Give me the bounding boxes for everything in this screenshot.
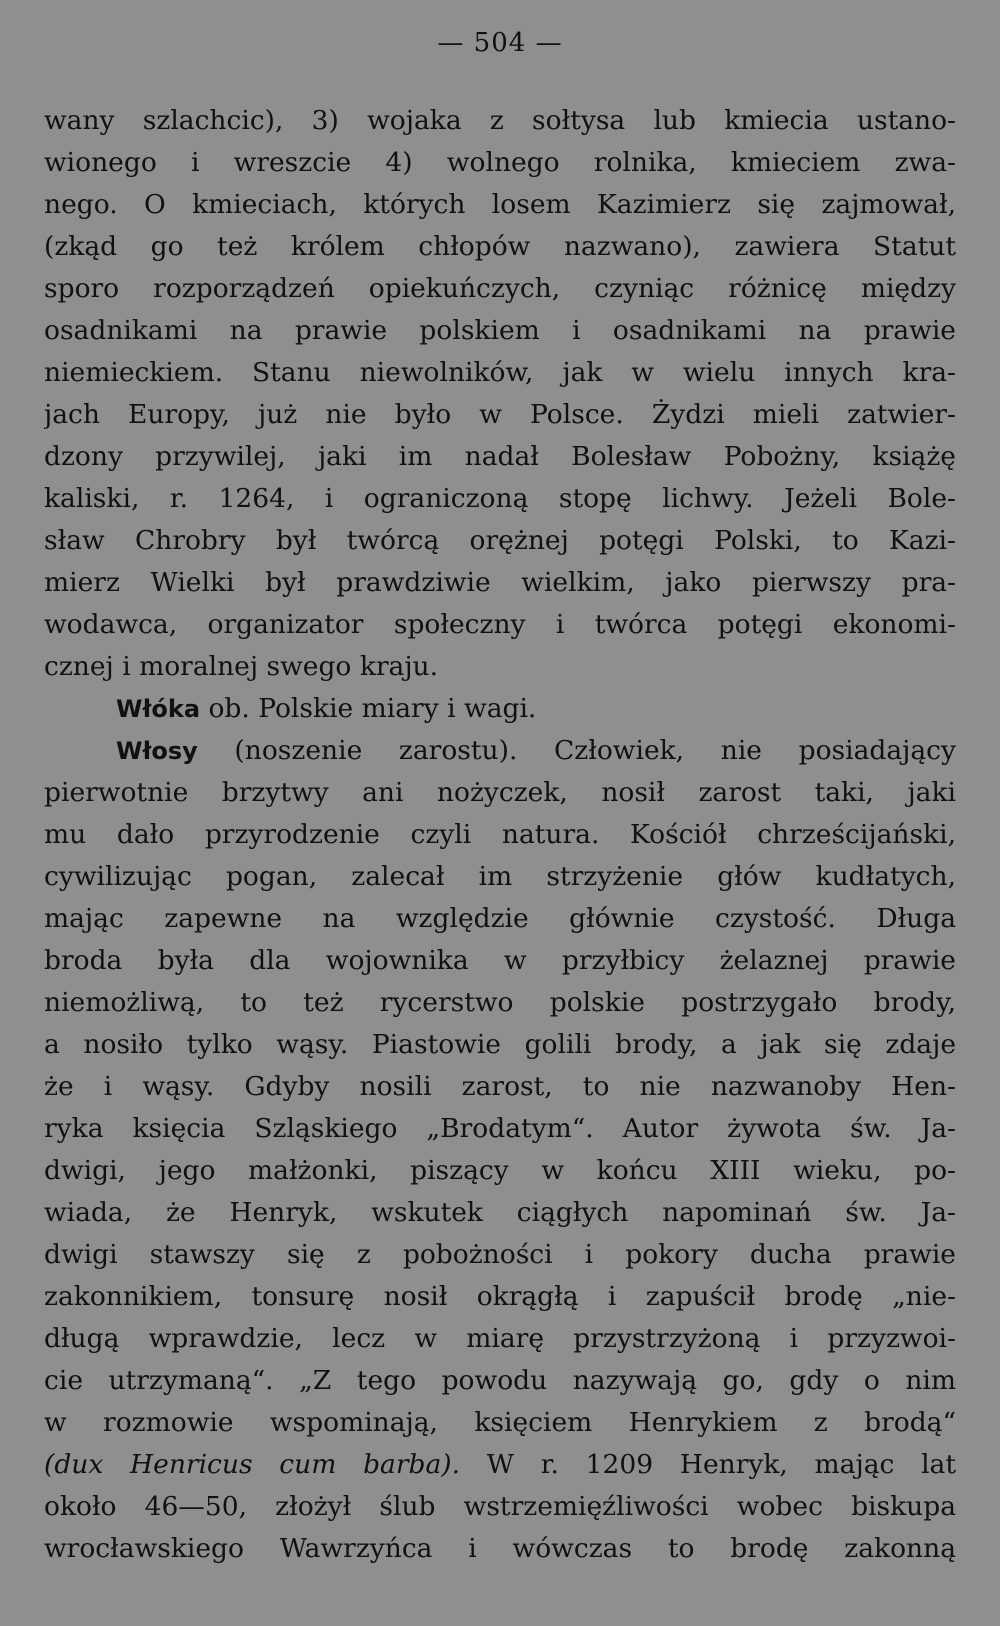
text-line: mu dało przyrodzenie czyli natura. Kościół chrześcijański, (44, 819, 956, 850)
text-line: sław Chrobry był twórcą orężnej potęgi Polski, to Kazi- (44, 525, 956, 556)
text-line: że i wąsy. Gdyby nosili zarost, to nie nazwanoby Hen- (44, 1071, 956, 1102)
text-line: w rozmowie wspominają, księciem Henrykiem z brodą“ (44, 1407, 956, 1438)
entry-wloka-text: ob. Polskie miary i wagi. (200, 693, 537, 724)
page-number: — 504 — (437, 28, 563, 58)
entry-wlosy-first-line (44, 730, 956, 772)
headword-wloka: Włóka (116, 695, 201, 723)
latin-phrase: (dux Henricus cum barba). (44, 1449, 461, 1480)
text-line: około 46—50, złożył ślub wstrzemięźliwości wobec biskupa (44, 1491, 956, 1522)
text-line: mierz Wielki był prawdziwie wielkim, jako pierwszy pra- (44, 567, 956, 598)
text-line: cznej i moralnej swego kraju. (44, 651, 439, 682)
text-line: dwigi, jego małżonki, piszący w końcu XIII wieku, po- (44, 1155, 956, 1186)
text-line: wiada, że Henryk, wskutek ciągłych napominań św. Ja- (44, 1197, 956, 1228)
text-line: długą wprawdzie, lecz w miarę przystrzyżoną i przyzwoi- (44, 1323, 956, 1354)
text-line: zakonnikiem, tonsurę nosił okrągłą i zapuścił brodę „nie- (44, 1281, 956, 1312)
text-line: dzony przywilej, jaki im nadał Bolesław Pobożny, książę (44, 441, 956, 472)
text-line: cywilizując pogan, zalecał im strzyżenie głów kudłatych, (44, 861, 956, 892)
text-line: kaliski, r. 1264, i ograniczoną stopę lichwy. Jeżeli Bole- (44, 483, 956, 514)
text-line: wany szlachcic), 3) wojaka z sołtysa lub kmiecia ustano- (44, 105, 956, 136)
text-line: pierwotnie brzytwy ani nożyczek, nosił zarost taki, jaki (44, 777, 956, 808)
after-latin-text: W r. 1209 Henryk, mając lat (460, 1449, 956, 1480)
text-line: niemożliwą, to też rycerstwo polskie postrzygało brody, (44, 987, 956, 1018)
text-line: cie utrzymaną“. „Z tego powodu nazywają go, gdy o nim (44, 1365, 956, 1396)
paragraph-kmiecie (44, 100, 956, 688)
text-line: sporo rozporządzeń opiekuńczych, czyniąc różnicę między (44, 273, 956, 304)
entry-wloka (44, 688, 956, 730)
text-line: mając zapewne na względzie głównie czystość. Długa (44, 903, 956, 934)
text-line: niemieckiem. Stanu niewolników, jak w wielu innych kra- (44, 357, 956, 388)
entry-wlosy (44, 730, 956, 1570)
text-line: wodawca, organizator społeczny i twórca potęgi ekonomi- (44, 609, 956, 640)
entry-wloka-line (44, 688, 956, 730)
text-line: dwigi stawszy się z pobożności i pokory ducha prawie (44, 1239, 956, 1270)
text-line: nego. O kmieciach, których losem Kazimierz się zajmował, (44, 189, 956, 220)
text-line: wionego i wreszcie 4) wolnego rolnika, kmieciem zwa- (44, 147, 956, 178)
text-line: (zkąd go też królem chłopów nazwano), zawiera Statut (44, 231, 956, 262)
entry-wlosy-text: (noszenie zarostu). Człowiek, nie posiadający (197, 735, 956, 766)
text-line: wrocławskiego Wawrzyńca i wówczas to brodę zakonną (44, 1533, 956, 1564)
text-line: osadnikami na prawie polskiem i osadnikami na prawie (44, 315, 956, 346)
text-column (44, 100, 956, 1570)
latin-line (44, 1444, 956, 1486)
text-line: a nosiło tylko wąsy. Piastowie golili brody, a jak się zdaje (44, 1029, 956, 1060)
text-line: ryka księcia Szląskiego „Brodatym“. Autor żywota św. Ja- (44, 1113, 956, 1144)
headword-wlosy: Włosy (116, 737, 198, 765)
text-line: broda była dla wojownika w przyłbicy żelaznej prawie (44, 945, 956, 976)
text-line: jach Europy, już nie było w Polsce. Żydzi mieli zatwier- (44, 399, 956, 430)
